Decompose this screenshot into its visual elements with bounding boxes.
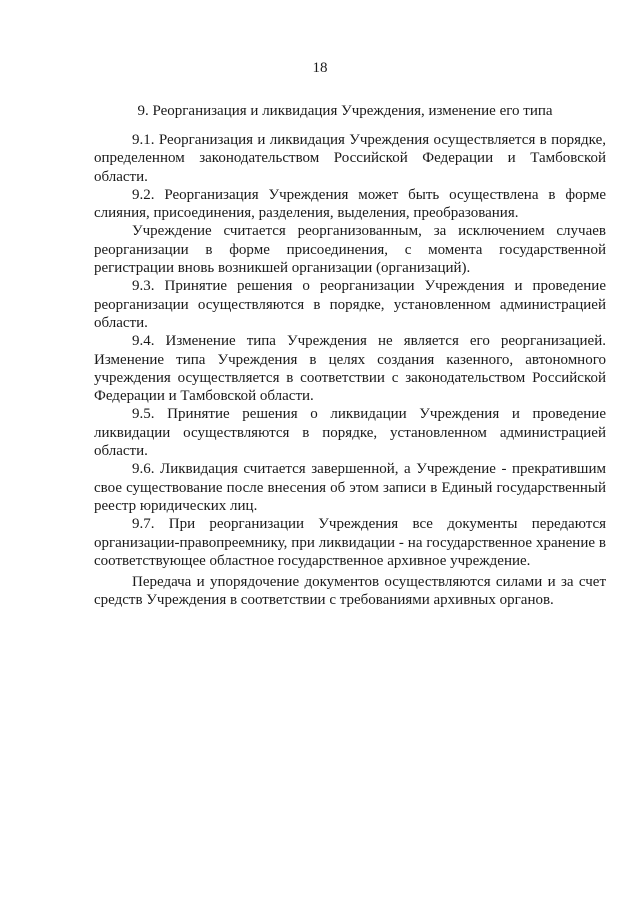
paragraph-9-7: 9.7. При реорганизации Учреждения все документы передаются организации-правопреемнику, при ликвидации - на государственное хранение в соответствующее областное государственное архивное учреждение. <box>94 516 606 569</box>
page-number: 18 <box>312 60 328 76</box>
paragraph-9-6: 9.6. Ликвидация считается завершенной, а Учреждение - прекратившим свое существование после внесения об этом записи в Единый государственный реестр юридических лиц. <box>94 461 606 514</box>
document-body <box>94 131 606 610</box>
paragraph-9-2-continued: Учреждение считается реорганизованным, за исключением случаев реорганизации в форме присоединения, с момента государственной регистрации вновь возникшей организации (организаций). <box>94 223 606 277</box>
paragraph-9-3: 9.3. Принятие решения о реорганизации Учреждения и проведение реорганизации осуществляются в порядке, установленном администрацией области. <box>94 278 606 331</box>
paragraph-9-2: 9.2. Реорганизация Учреждения может быть осуществлена в форме слияния, присоединения, разделения, выделения, преобразования. <box>94 186 606 222</box>
paragraph-9-7-continued: Передача и упорядочение документов осуществляются силами и за счет средств Учреждения в соответствии с требованиями архивных органов. <box>94 574 606 609</box>
paragraph-9-1: 9.1. Реорганизация и ликвидация Учреждения осуществляется в порядке, определенном законодательством Российской Федерации и Тамбовской области. <box>94 132 606 185</box>
paragraph-9-5: 9.5. Принятие решения о ликвидации Учреждения и проведение ликвидации осуществляются в порядке, установленном администрацией области. <box>94 406 606 460</box>
paragraph-9-4: 9.4. Изменение типа Учреждения не является его реорганизацией. Изменение типа Учреждения в целях создания казенного, автономного учреждения осуществляется в соответствии с законодательством Российской Федерации и Тамбовской области. <box>94 333 606 405</box>
section-title: 9. Реорганизация и ликвидация Учреждения, изменение его типа <box>137 103 553 119</box>
